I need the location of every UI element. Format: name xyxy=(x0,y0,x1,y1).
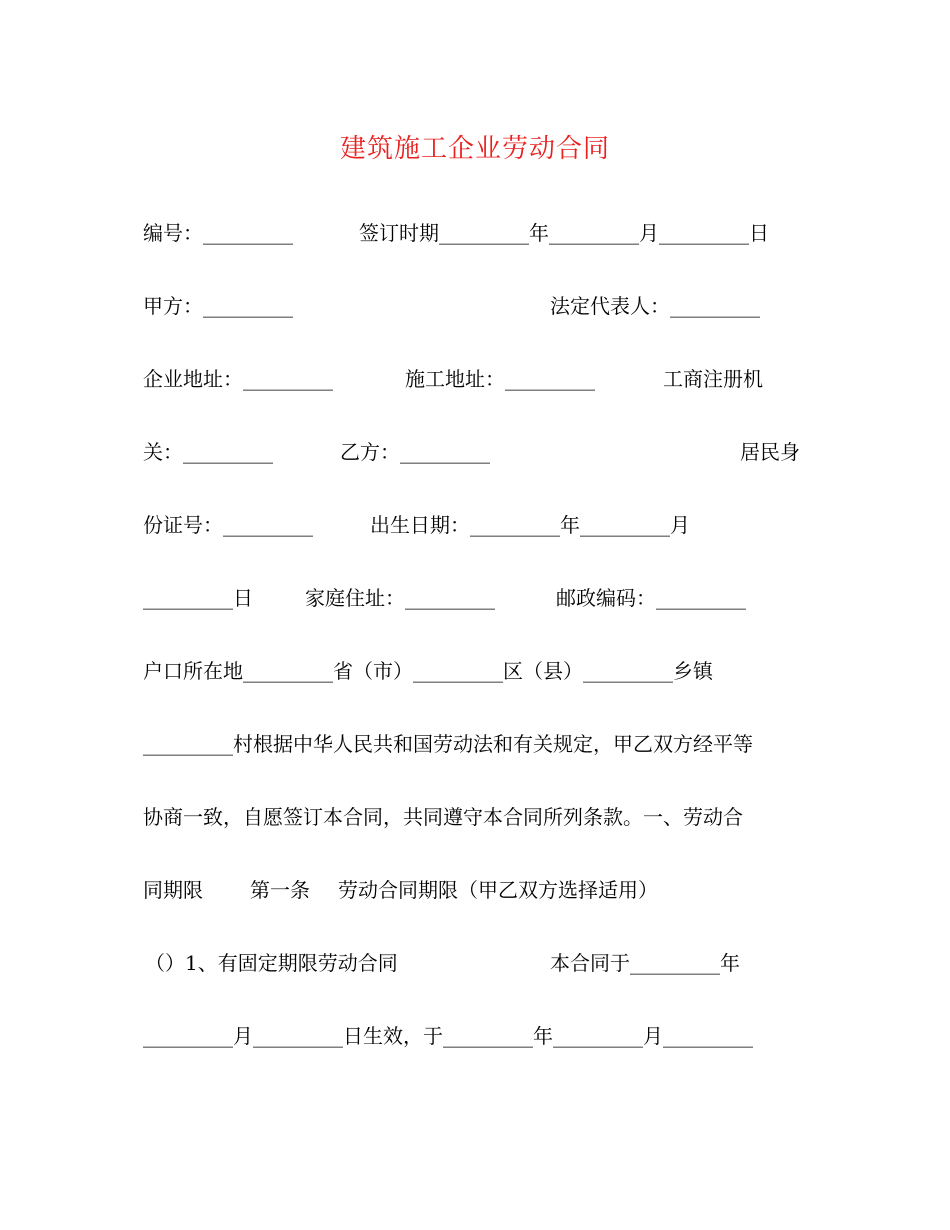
preamble-text-1: _________村根据中华人民共和国劳动法和有关规定，甲乙双方经平等 xyxy=(143,732,753,756)
contract-number-field: 编号：_________ xyxy=(143,221,293,245)
party-b-field: 乙方：_________ xyxy=(340,440,490,464)
signing-date-field: 签订时期_________年_________月_________日 xyxy=(359,221,769,245)
registration-authority-label: 工商注册机 xyxy=(663,367,763,391)
document-line-1 xyxy=(143,217,807,249)
preamble-text-2: 协商一致，自愿签订本合同，共同遵守本合同所列条款。一、劳动合 xyxy=(143,805,743,829)
enterprise-address-field: 企业地址：_________ xyxy=(143,367,333,391)
contract-period-field: _________月_________日生效，于_________年_________月_________ xyxy=(143,1024,753,1048)
construction-address-field: 施工地址：_________ xyxy=(405,367,595,391)
contract-start-field: 本合同于_________年 xyxy=(550,951,740,975)
document-line-6 xyxy=(143,582,807,614)
birth-date-field: 出生日期：_________年_________月 xyxy=(370,513,690,537)
section-heading: 同期限 xyxy=(143,878,203,902)
fixed-term-option: （）1、有固定期限劳动合同 xyxy=(145,951,398,975)
document-line-4 xyxy=(143,436,807,468)
resident-id-label: 居民身 xyxy=(740,440,800,464)
legal-representative-field: 法定代表人：_________ xyxy=(550,294,760,318)
document-line-10 xyxy=(143,874,807,906)
document-line-7 xyxy=(143,655,807,687)
party-a-field: 甲方：_________ xyxy=(143,294,293,318)
postal-code-field: 邮政编码：_________ xyxy=(556,586,746,610)
home-address-field: 家庭住址：_________ xyxy=(305,586,495,610)
document-line-11 xyxy=(143,947,807,979)
household-registration-field: 户口所在地_________省（市）_________区（县）_________乡镇 xyxy=(143,659,713,683)
id-number-field: 份证号：_________ xyxy=(143,513,313,537)
document-line-2 xyxy=(143,290,807,322)
document-title: 建筑施工企业劳动合同 xyxy=(339,134,610,164)
document-line-9 xyxy=(143,801,807,833)
birth-day-field: _________日 xyxy=(143,586,253,610)
article-number: 第一条 xyxy=(250,878,310,902)
document-line-8 xyxy=(143,728,807,760)
document-line-5 xyxy=(143,509,807,541)
article-title: 劳动合同期限（甲乙双方选择适用） xyxy=(338,878,658,902)
document-line-3 xyxy=(143,363,807,395)
registration-authority-field: 关：_________ xyxy=(143,440,273,464)
document-line-12 xyxy=(143,1020,807,1052)
